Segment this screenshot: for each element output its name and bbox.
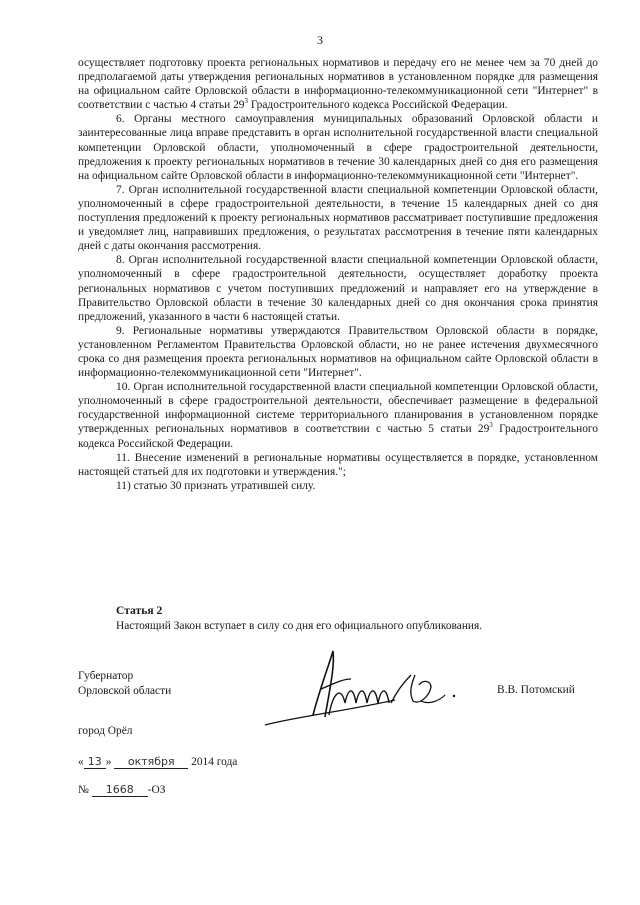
- paragraph-8: 8. Орган исполнительной государственной власти специальной компетенции Орловской области, уполномоченный в сфере градостроительной деятельности, осуществляет доработку проекта региональных нормативов с учетом поступивших предложений и направляет его на утверждение в Правительство Орловской области в течение 30 календарных дней со дня окончания срока принятия предложений, указанного в части 6 настоящей статьи.: [78, 254, 598, 323]
- date-close-quote: »: [105, 756, 112, 768]
- superscript: 3: [244, 97, 248, 106]
- signer-title-line-2: Орловской области: [78, 685, 172, 697]
- date-day: 13: [84, 755, 106, 769]
- paragraph-text: 10. Орган исполнительной государственной власти специальной компетенции Орловской области, уполномоченный в сфере градостроительной деятельности, обеспечивает размещение в федеральной государственной информационной системе территориального планирования в установленном порядке утвержденных региональных нормативов в соответствии с частью 5 статьи 29: [78, 381, 598, 436]
- paragraph-tail: Градостроительного кодекса Российской Федерации.: [78, 423, 598, 450]
- signer-title-line-1: Губернатор: [78, 670, 134, 682]
- paragraph-11: 11. Внесение изменений в региональные нормативы осуществляется в порядке, установленном настоящей статьей для их подготовки и утверждения.";: [78, 451, 598, 478]
- date-open-quote: «: [78, 756, 84, 768]
- paragraph-text: осуществляет подготовку проекта региональных нормативов и передачу его не менее чем за 70 дней до предполагаемой даты утверждения региональных нормативов в установленном порядке для размещения на официальном сайте Орловской области в информационно-телекоммуникационной сети "Интернет" в соответствии с частью 4 статьи 29: [78, 57, 598, 112]
- number-value: 1668: [92, 783, 148, 797]
- date-month: октября: [114, 755, 188, 769]
- law-body: [78, 56, 598, 493]
- paragraph-5-continuation: [78, 56, 598, 112]
- number-suffix: -ОЗ: [147, 784, 166, 796]
- signer-name: В.В. Потомский: [497, 684, 575, 696]
- article-2-text: Настоящий Закон вступает в силу со дня его официального опубликования.: [116, 620, 483, 632]
- superscript: 3: [489, 421, 493, 430]
- signing-date: [78, 755, 237, 769]
- article-2-heading: Статья 2: [116, 604, 163, 617]
- paragraph-tail: Градостроительного кодекса Российской Федерации.: [247, 99, 508, 112]
- paragraph-10: [78, 380, 598, 450]
- page-number: 3: [317, 33, 323, 47]
- paragraph-9: 9. Региональные нормативы утверждаются Правительством Орловской области в порядке, установленном Регламентом Правительства Орловской области, но не ранее истечения двухмесячного срока со дня размещения проекта региональных нормативов на официальном сайте Орловской области в информационно-телекоммуникационной сети "Интернет".: [78, 324, 598, 380]
- date-year: 2014 года: [191, 756, 238, 768]
- item-11: 11) статью 30 признать утратившей силу.: [116, 479, 316, 492]
- number-sign: №: [78, 784, 89, 796]
- handwritten-signature: [225, 645, 465, 740]
- paragraph-7: 7. Орган исполнительной государственной власти специальной компетенции Орловской области, уполномоченный в сфере градостроительной деятельности, в течение 15 календарных дней со дня поступления предложений к проекту региональных нормативов рассматривает поступившие предложения и уведомляет лиц, направивших предложения, о результатах рассмотрения в течение пяти календарных дней с даты окончания рассмотрения.: [78, 183, 598, 253]
- city: город Орёл: [78, 725, 133, 737]
- law-number: [78, 783, 165, 797]
- paragraph-6: 6. Органы местного самоуправления муниципальных образований Орловской области и заинтересованные лица вправе представить в орган исполнительной государственной власти специальной компетенции Орловской области, уполномоченный в сфере градостроительной деятельности, предложения к проекту региональных нормативов в течение 30 календарных дней со дня его размещения на официальном сайте Орловской области в информационно-телекоммуникационной сети "Интернет".: [78, 113, 598, 182]
- signer-title: [78, 669, 171, 699]
